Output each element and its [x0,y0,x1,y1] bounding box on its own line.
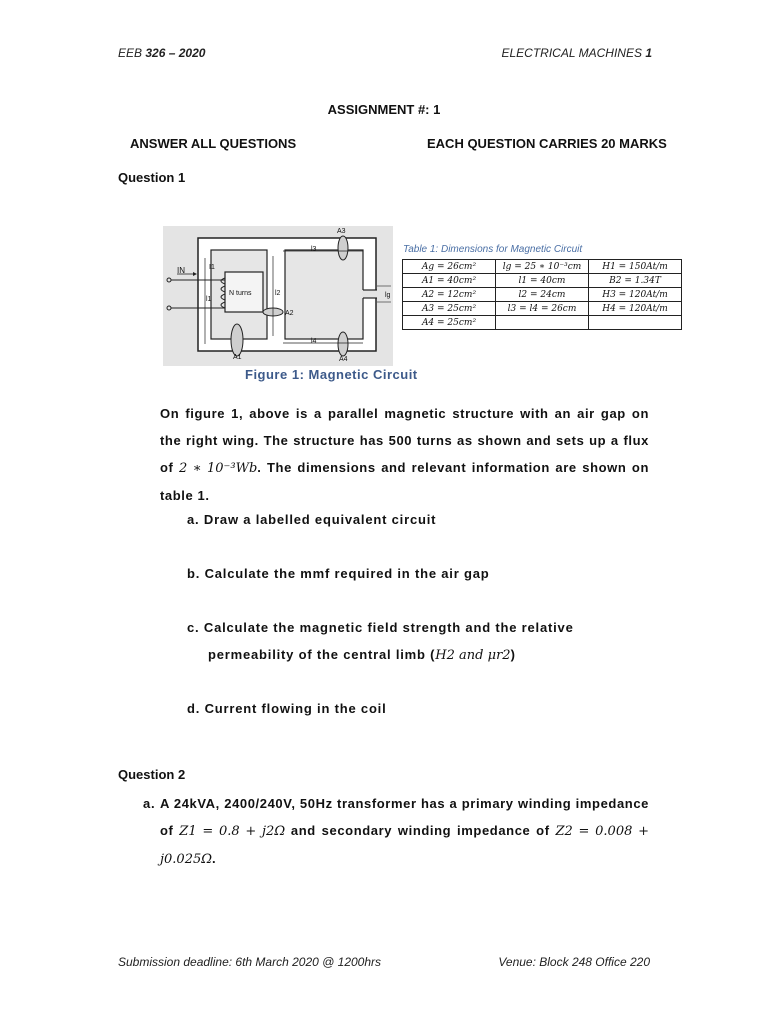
figure-caption: Figure 1: Magnetic Circuit [245,367,418,382]
item-text: Calculate the mmf required in the air gap [204,566,490,581]
magnetic-circuit-figure [163,226,393,366]
table-cell: A2 = 12cm² [403,288,496,302]
q1-item-b [187,560,490,587]
footer-venue: Venue: Block 248 Office 220 [498,955,650,969]
q1-item-c [187,614,649,641]
flux-value: 2 ∗ 10⁻³Wb [179,461,258,476]
label-turns: N turns [229,290,252,297]
instruction-right: EACH QUESTION CARRIES 20 MARKS [427,136,667,151]
item-text-line1: Calculate the magnetic field strength and the relative [203,620,574,635]
label-a4: A4 [339,356,348,363]
q2-text-a: A 24kVA, 2400/240V, 50Hz transformer has a primary winding impedance of [160,796,649,838]
item-marker: c. [187,620,200,635]
q1-item-d [187,695,387,722]
table-row [403,260,682,274]
label-a1: A1 [233,354,242,361]
header-subject [502,46,653,60]
question-1-heading: Question 1 [118,170,186,185]
table-row [403,316,682,330]
label-lg: lg [385,292,391,299]
label-l3: l3 [311,246,317,253]
header-course-prefix: EEB [118,46,146,60]
item-marker: d. [187,701,201,716]
table-cell: H1 = 150At/m [589,260,682,274]
z2-value: Z2 = 0.008 + j0.025Ω [160,824,649,867]
table-cell [589,316,682,330]
question-2-heading: Question 2 [118,767,186,782]
table-cell: lg = 25 ∗ 10⁻³cm [496,260,589,274]
assignment-title: ASSIGNMENT #: 1 [327,102,441,117]
z1-value: Z1 = 0.8 + j2Ω [179,824,286,839]
item-marker: b. [187,566,201,581]
label-a2: A2 [285,310,294,317]
header-course [118,46,205,60]
footer-deadline: Submission deadline: 6th March 2020 @ 1200hrs [118,955,382,969]
table-cell: l2 = 24cm [496,288,589,302]
table-row [403,302,682,316]
label-l1: l1 [206,296,212,303]
table-row [403,288,682,302]
item-text-line2: permeability of the central limb ( [208,647,436,662]
label-a3: A3 [337,228,346,235]
instruction-left: ANSWER ALL QUESTIONS [130,136,297,151]
item-marker: a. [187,512,200,527]
header-course-code: 326 – 2020 [145,46,206,60]
label-i1: I1 [209,264,215,271]
dimensions-table [402,259,682,330]
header-subject-name: ELECTRICAL MACHINES [501,46,646,60]
table-cell [496,316,589,330]
q1-item-a [187,506,436,533]
body-text-a: On figure 1, above is a parallel magnetic structure with an air gap on the right wing. The structure has 500 turns as shown and sets up a flux of [160,406,649,475]
item-math: H2 and μr2 [435,648,511,663]
q1-item-c-cont [208,641,516,669]
table-row [403,274,682,288]
table-cell: H3 = 120At/m [589,288,682,302]
question-2-body [160,790,649,873]
table-cell: B2 = 1.34T [589,274,682,288]
table-cell: A1 = 40cm² [403,274,496,288]
label-in: IN [177,266,185,275]
dimensions-table-wrap [402,259,682,330]
question-1-body [160,400,649,509]
header-subject-number: 1 [645,46,652,60]
table-cell: A4 = 25cm² [403,316,496,330]
table-cell: Ag = 26cm² [403,260,496,274]
q2-item-marker: a. [143,796,156,811]
table-cell: l3 = l4 = 26cm [496,302,589,316]
label-l4: l4 [311,338,317,345]
table-caption: Table 1: Dimensions for Magnetic Circuit [403,244,583,255]
table-cell: A3 = 25cm² [403,302,496,316]
table-cell: l1 = 40cm [496,274,589,288]
body-text-b: . The dimensions and relevant information are shown on table 1. [160,460,649,503]
table-cell: H4 = 120At/m [589,302,682,316]
item-text: Current flowing in the coil [204,701,387,716]
item-text: Draw a labelled equivalent circuit [203,512,437,527]
item-close: ) [510,647,516,662]
label-l2: l2 [275,290,281,297]
q2-text-c: . [212,851,217,866]
q2-text-b: and secondary winding impedance of [285,823,556,838]
